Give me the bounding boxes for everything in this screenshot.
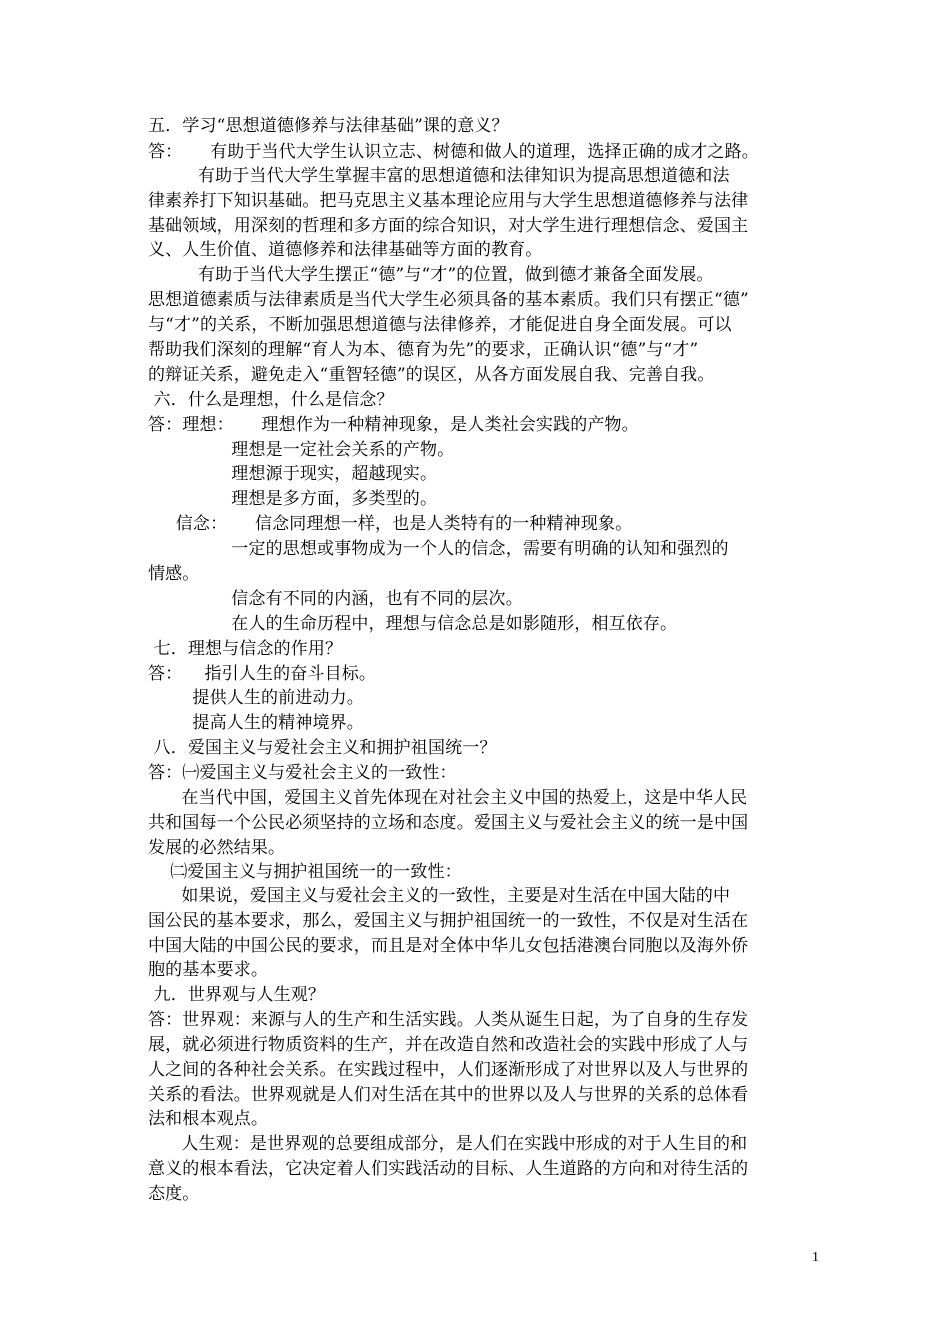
text-line: 意义的根本看法，它决定着人们实践活动的目标、人生道路的方向和对待生活的 <box>148 1159 749 1179</box>
text-line: 答：世界观：来源与人的生产和生活实践。人类从诞生日起，为了自身的生存发 <box>148 1010 749 1030</box>
text-line: 有助于当代大学生掌握丰富的思想道德和法律知识为提高思想道德和法 <box>148 166 730 186</box>
text-line: 的辩证关系，避免走入“重智轻德”的误区，从各方面发展自我、完善自我。 <box>148 365 715 385</box>
text-line: 人之间的各种社会关系。在实践过程中，人们逐渐形成了对世界以及人与世界的 <box>148 1060 749 1080</box>
text-line: 发展的必然结果。 <box>148 838 286 858</box>
text-line: 在人的生命历程中，理想与信念总是如影随形，相互依存。 <box>148 614 678 634</box>
text-line: 人生观：是世界观的总要组成部分，是人们在实践中形成的对于人生目的和 <box>148 1134 748 1154</box>
text-line: 态度。 <box>148 1184 200 1204</box>
text-line: 共和国每一个公民必须坚持的立场和态度。爱国主义与爱社会主义的统一是中国 <box>148 813 749 833</box>
text-line: 信念有不同的内涵，也有不同的层次。 <box>148 589 523 609</box>
text-line: 提高人生的精神境界。 <box>148 713 364 733</box>
text-line: 信念： 信念同理想一样，也是人类特有的一种精神现象。 <box>148 514 633 534</box>
text-line: 答： 有助于当代大学生认识立志、树德和做人的道理，选择正确的成才之路。 <box>148 142 759 162</box>
text-line: 国公民的基本要求，那么，爱国主义与拥护祖国统一的一致性，不仅是对生活在 <box>148 911 749 931</box>
text-line: 七．理想与信念的作用？ <box>148 639 343 659</box>
text-line: 答：理想： 理想作为一种精神现象，是人类社会实践的产物。 <box>148 415 639 435</box>
text-line: 答： 指引人生的奋斗目标。 <box>148 664 377 684</box>
text-line: 理想是一定社会关系的产物。 <box>148 440 455 460</box>
text-line: 情感。 <box>148 564 200 584</box>
text-line: 义、人生价值、道德修养和法律基础等方面的教育。 <box>148 240 543 260</box>
text-line: 思想道德素质与法律素质是当代大学生必须具备的基本素质。我们只有摆正“德” <box>148 290 749 310</box>
text-line: 有助于当代大学生摆正“德”与“才”的位置，做到德才兼备全面发展。 <box>148 265 714 285</box>
text-line: 一定的思想或事物成为一个人的信念，需要有明确的认知和强烈的 <box>148 539 729 559</box>
text-line: 律素养打下知识基础。把马克思主义基本理论应用与大学生思想道德修养与法律 <box>148 191 749 211</box>
text-line: 五．学习“思想道德修养与法律基础”课的意义？ <box>148 116 509 136</box>
page-number: 1 <box>812 1250 819 1265</box>
text-line: 八．爱国主义与爱社会主义和拥护祖国统一？ <box>148 738 497 758</box>
text-line: 理想源于现实，超越现实。 <box>148 464 438 484</box>
text-line: 关系的看法。世界观就是人们对生活在其中的世界以及人与世界的关系的总体看 <box>148 1085 749 1105</box>
text-line: 法和根本观点。 <box>148 1109 269 1129</box>
text-line: 帮助我们深刻的理解“育人为本、德育为先”的要求，正确认识“德”与“才” <box>148 340 699 360</box>
text-line: 在当代中国，爱国主义首先体现在对社会主义中国的热爱上，这是中华人民 <box>148 788 748 808</box>
text-line: 展，就必须进行物质资料的生产，并在改造自然和改造社会的实践中形成了人与 <box>148 1035 749 1055</box>
text-line: 九．世界观与人生观？ <box>148 985 326 1005</box>
text-line: 提供人生的前进动力。 <box>148 688 364 708</box>
text-line: 基础领域，用深刻的哲理和多方面的综合知识，对大学生进行理想信念、爱国主 <box>148 216 749 236</box>
text-line: 六．什么是理想，什么是信念？ <box>148 390 394 410</box>
text-line: ㈡爱国主义与拥护祖国统一的一致性： <box>148 862 462 882</box>
text-line: 与“才”的关系，不断加强思想道德与法律修养，才能促进自身全面发展。可以 <box>148 315 732 335</box>
text-line: 答：㈠爱国主义与爱社会主义的一致性： <box>148 763 457 783</box>
text-line: 理想是多方面，多类型的。 <box>148 489 438 509</box>
text-line: 中国大陆的中国公民的要求，而且是对全体中华儿女包括港澳台同胞以及海外侨 <box>148 936 749 956</box>
text-line: 胞的基本要求。 <box>148 960 269 980</box>
text-line: 如果说，爱国主义与爱社会主义的一致性，主要是对生活在中国大陆的中 <box>148 886 731 906</box>
